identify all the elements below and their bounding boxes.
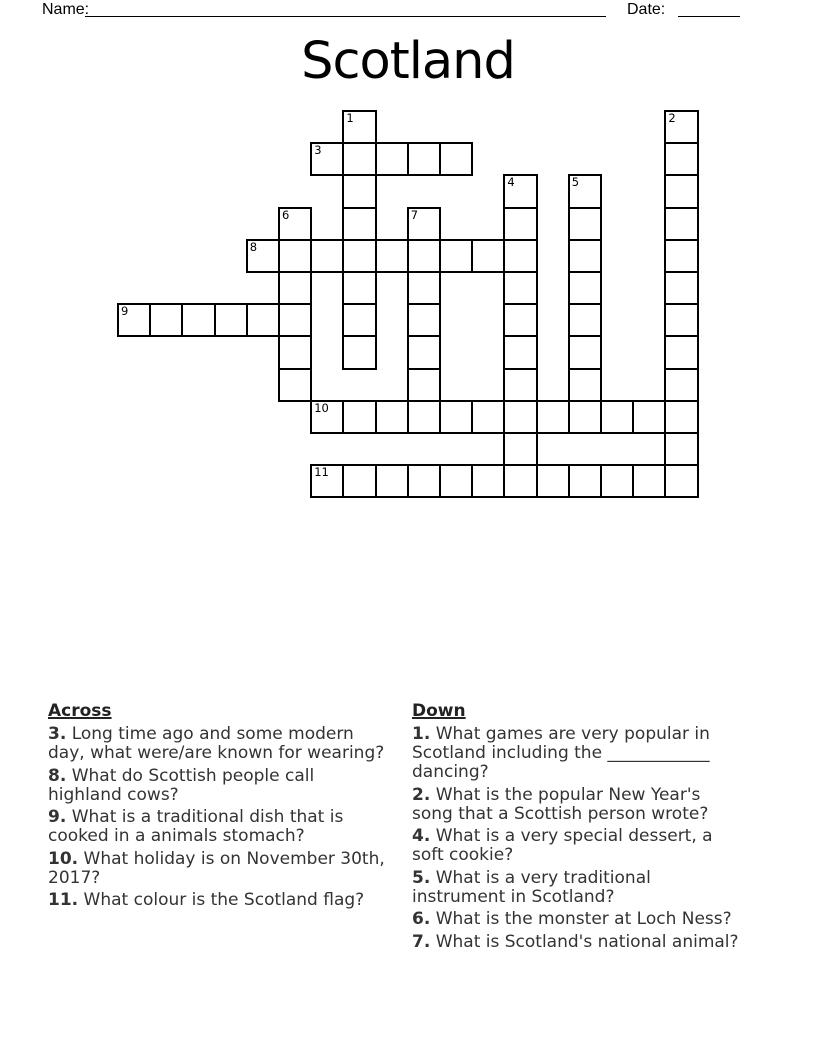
clue-text-line: 4. What is a very special dessert, a <box>412 826 713 846</box>
down-clue-7 <box>412 933 792 952</box>
across-clue-10 <box>48 850 416 888</box>
grid-cell[interactable] <box>181 303 215 337</box>
grid-cell[interactable] <box>407 400 441 434</box>
grid-cell[interactable] <box>278 239 312 273</box>
grid-cell[interactable] <box>310 400 344 434</box>
grid-cell[interactable] <box>246 303 280 337</box>
clue-text-line: 8. What do Scottish people call <box>48 765 315 786</box>
clue-number: 5. <box>412 867 431 888</box>
grid-cell[interactable] <box>310 239 344 273</box>
grid-cell[interactable] <box>503 239 537 273</box>
crossword-grid <box>117 110 699 499</box>
grid-cell[interactable] <box>471 464 505 498</box>
grid-cell[interactable] <box>375 400 409 434</box>
down-clue-4 <box>412 827 792 865</box>
across-clue-9 <box>48 808 416 846</box>
clue-text-line: 2017? <box>48 867 101 888</box>
down-clues-list <box>412 725 792 952</box>
name-blank-line[interactable] <box>85 1 606 17</box>
clue-number: 8. <box>48 765 67 786</box>
grid-cell[interactable] <box>342 207 376 241</box>
clue-text-line: 10. What holiday is on November 30th, <box>48 848 385 869</box>
grid-cell[interactable] <box>664 400 698 434</box>
grid-cell[interactable] <box>568 239 602 273</box>
clue-text-line: 7. What is Scotland's national animal? <box>412 931 739 952</box>
clue-number: 4. <box>412 826 431 846</box>
grid-cell[interactable] <box>503 400 537 434</box>
grid-cell[interactable] <box>664 271 698 305</box>
clue-number: 2. <box>412 784 431 805</box>
grid-cell[interactable] <box>568 271 602 305</box>
grid-cell[interactable] <box>664 174 698 208</box>
grid-cell-number: 5 <box>571 175 580 190</box>
grid-cell[interactable] <box>632 400 666 434</box>
clue-text-line: dancing? <box>412 762 489 782</box>
grid-cell-number: 2 <box>668 111 676 125</box>
grid-cell[interactable] <box>342 303 376 337</box>
grid-cell[interactable] <box>503 432 537 466</box>
clue-text-line: Scotland including the ____________ <box>412 743 710 763</box>
grid-cell-number: 9 <box>121 304 129 319</box>
clue-number: 6. <box>412 909 431 929</box>
grid-cell-number: 3 <box>314 143 322 158</box>
down-clues-section <box>412 702 792 955</box>
down-clue-2 <box>412 786 792 824</box>
grid-cell[interactable] <box>278 271 312 305</box>
grid-cell[interactable] <box>439 239 473 273</box>
grid-cell[interactable] <box>536 400 570 434</box>
grid-cell[interactable] <box>600 464 634 498</box>
clue-number: 1. <box>412 724 431 744</box>
grid-cell[interactable] <box>568 335 602 369</box>
grid-cell[interactable] <box>278 368 312 402</box>
grid-cell[interactable] <box>149 303 183 337</box>
clue-text-line: cooked in a animals stomach? <box>48 826 305 846</box>
down-clue-1 <box>412 725 792 782</box>
grid-cell[interactable] <box>246 239 280 273</box>
clue-text-line: 11. What colour is the Scotland flag? <box>48 890 365 910</box>
across-heading: Across <box>48 701 112 721</box>
grid-cell[interactable] <box>503 271 537 305</box>
clue-number: 7. <box>412 931 431 952</box>
grid-cell[interactable] <box>407 207 441 241</box>
grid-cell[interactable] <box>375 142 409 176</box>
clue-text-line: highland cows? <box>48 784 179 805</box>
clue-number: 10. <box>48 848 79 869</box>
grid-cell[interactable] <box>503 368 537 402</box>
down-clue-6 <box>412 910 792 929</box>
clue-text-line: soft cookie? <box>412 845 514 865</box>
grid-cell[interactable] <box>407 464 441 498</box>
grid-cell[interactable] <box>342 464 376 498</box>
across-clues-section <box>48 702 416 914</box>
across-clue-11 <box>48 891 416 910</box>
grid-cell[interactable] <box>664 464 698 498</box>
grid-cell[interactable] <box>503 207 537 241</box>
page-title: Scotland <box>301 32 515 91</box>
name-label: Name: <box>42 1 90 18</box>
down-clue-5 <box>412 869 792 907</box>
grid-cell[interactable] <box>342 335 376 369</box>
clue-number: 3. <box>48 724 67 744</box>
grid-cell[interactable] <box>310 464 344 498</box>
grid-cell[interactable] <box>664 142 698 176</box>
grid-cell[interactable] <box>407 335 441 369</box>
grid-cell[interactable] <box>342 271 376 305</box>
grid-cell[interactable] <box>568 464 602 498</box>
grid-cell[interactable] <box>503 335 537 369</box>
grid-cell[interactable] <box>407 239 441 273</box>
grid-cell[interactable] <box>664 239 698 273</box>
grid-cell[interactable] <box>503 464 537 498</box>
grid-cell[interactable] <box>117 303 151 337</box>
grid-cell-number: 8 <box>249 239 258 254</box>
grid-cell[interactable] <box>600 400 634 434</box>
grid-cell[interactable] <box>375 239 409 273</box>
grid-cell[interactable] <box>342 174 376 208</box>
grid-cell[interactable] <box>310 142 344 176</box>
clue-text-line: day, what were/are known for wearing? <box>48 743 385 763</box>
clue-text-line: 2. What is the popular New Year's <box>412 784 701 805</box>
clue-text-line: instrument in Scotland? <box>412 886 615 907</box>
grid-cell-number: 4 <box>507 175 515 190</box>
grid-cell[interactable] <box>342 239 376 273</box>
grid-cell[interactable] <box>439 464 473 498</box>
clue-number: 11. <box>48 890 79 910</box>
grid-cell[interactable] <box>503 303 537 337</box>
grid-cell[interactable] <box>664 432 698 466</box>
grid-cell[interactable] <box>568 400 602 434</box>
clue-text-line: song that a Scottish person wrote? <box>412 803 709 824</box>
grid-cell[interactable] <box>342 400 376 434</box>
grid-cell[interactable] <box>375 464 409 498</box>
grid-cell[interactable] <box>342 142 376 176</box>
grid-cell[interactable] <box>439 142 473 176</box>
grid-cell[interactable] <box>536 464 570 498</box>
grid-cell[interactable] <box>664 110 698 144</box>
grid-cell[interactable] <box>278 335 312 369</box>
grid-cell[interactable] <box>342 110 376 144</box>
grid-cell[interactable] <box>664 207 698 241</box>
grid-cell-number: 6 <box>282 207 290 222</box>
across-clue-8 <box>48 767 416 805</box>
grid-cell[interactable] <box>471 239 505 273</box>
grid-cell[interactable] <box>664 335 698 369</box>
grid-cell[interactable] <box>503 174 537 208</box>
clue-text-line: 6. What is the monster at Loch Ness? <box>412 909 732 929</box>
grid-cell[interactable] <box>568 174 602 208</box>
grid-cell[interactable] <box>278 303 312 337</box>
grid-cell-number: 10 <box>314 400 329 415</box>
clue-text-line: 3. Long time ago and some modern <box>48 724 354 744</box>
grid-cell[interactable] <box>214 303 248 337</box>
date-blank-line[interactable] <box>678 1 740 17</box>
grid-cell[interactable] <box>407 303 441 337</box>
grid-cell[interactable] <box>568 368 602 402</box>
grid-cell[interactable] <box>407 142 441 176</box>
grid-cell[interactable] <box>278 207 312 241</box>
across-clues-list <box>48 725 416 910</box>
clue-text-line: 1. What games are very popular in <box>412 724 710 744</box>
down-heading: Down <box>412 701 466 721</box>
grid-cell-number: 1 <box>346 111 354 125</box>
clue-number: 9. <box>48 807 67 827</box>
clue-text-line: 5. What is a very traditional <box>412 867 651 888</box>
grid-cell[interactable] <box>632 464 666 498</box>
across-clue-3 <box>48 725 416 763</box>
grid-cell[interactable] <box>407 368 441 402</box>
grid-cell-number: 11 <box>314 465 329 480</box>
grid-cell[interactable] <box>471 400 505 434</box>
grid-cell[interactable] <box>407 271 441 305</box>
date-label: Date: <box>627 1 666 18</box>
grid-cell[interactable] <box>664 368 698 402</box>
grid-cell[interactable] <box>568 207 602 241</box>
grid-cell[interactable] <box>568 303 602 337</box>
grid-cell-number: 7 <box>410 207 419 222</box>
clue-text-line: 9. What is a traditional dish that is <box>48 807 344 827</box>
grid-cell[interactable] <box>664 303 698 337</box>
grid-cell[interactable] <box>439 400 473 434</box>
